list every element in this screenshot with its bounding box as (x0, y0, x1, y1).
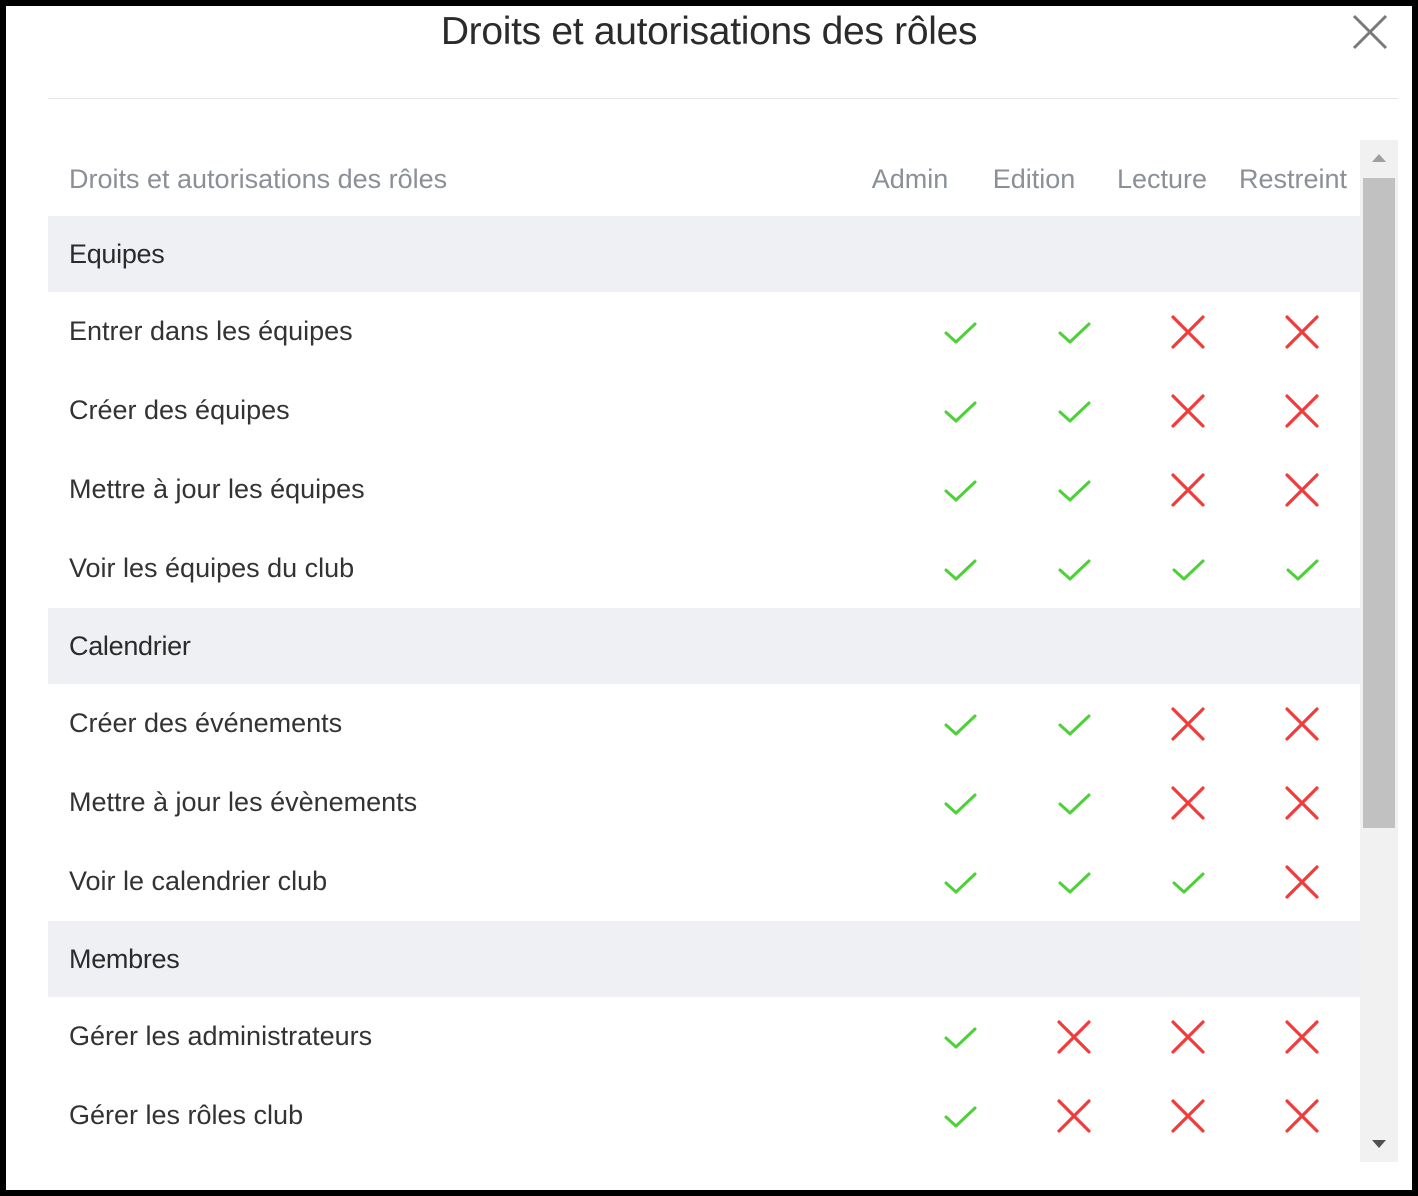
cross-icon-restreint (1282, 783, 1322, 823)
cross-icon-restreint (1282, 391, 1322, 431)
check-icon-lecture (1168, 549, 1208, 589)
section-row-equipes (48, 216, 1360, 292)
check-icon-lecture (1168, 862, 1208, 902)
permission-row (48, 371, 1360, 451)
header-divider (48, 98, 1398, 99)
check-icon-edition (1054, 312, 1094, 352)
permission-label: Créer des équipes (69, 395, 290, 425)
scroll-down-button[interactable] (1360, 1126, 1398, 1162)
permission-label: Mettre à jour les équipes (69, 474, 365, 504)
permission-label: Gérer les administrateurs (69, 1021, 373, 1051)
permission-row (48, 529, 1360, 609)
scroll-up-button[interactable] (1360, 140, 1398, 176)
check-icon-admin (940, 704, 980, 744)
role-header-lecture: Lecture (1116, 164, 1208, 194)
cross-icon-edition (1054, 1017, 1094, 1057)
section-row-calendrier (48, 608, 1360, 684)
role-header-admin: Admin (871, 164, 949, 194)
permission-label: Gérer les rôles club (69, 1100, 304, 1130)
permission-row (48, 997, 1360, 1077)
section-title: Equipes (69, 239, 165, 269)
check-icon-admin (940, 549, 980, 589)
vertical-scrollbar[interactable] (1360, 140, 1398, 1162)
role-header-edition: Edition (992, 164, 1076, 194)
permission-row (48, 842, 1360, 922)
cross-icon-lecture (1168, 783, 1208, 823)
cross-icon-restreint (1282, 470, 1322, 510)
check-icon-admin (940, 312, 980, 352)
cross-icon-lecture (1168, 704, 1208, 744)
role-header-restreint: Restreint (1238, 164, 1348, 194)
permission-row (48, 684, 1360, 764)
check-icon-admin (940, 783, 980, 823)
cross-icon-restreint (1282, 312, 1322, 352)
section-title: Membres (69, 944, 180, 974)
section-title: Calendrier (69, 631, 191, 661)
check-icon-admin (940, 391, 980, 431)
check-icon-edition (1054, 549, 1094, 589)
cross-icon-restreint (1282, 704, 1322, 744)
scrollbar-thumb[interactable] (1363, 178, 1395, 828)
column-title: Droits et autorisations des rôles (69, 164, 448, 194)
section-row-membres (48, 921, 1360, 997)
close-icon (1348, 10, 1392, 54)
permission-row (48, 292, 1360, 372)
close-button[interactable] (1348, 10, 1392, 54)
permission-label: Voir les équipes du club (69, 553, 355, 583)
permission-label: Créer des événements (69, 708, 343, 738)
cross-icon-edition (1054, 1096, 1094, 1136)
permission-row (48, 1076, 1360, 1156)
check-icon-admin (940, 470, 980, 510)
cross-icon-lecture (1168, 470, 1208, 510)
cross-icon-lecture (1168, 1096, 1208, 1136)
table-header-row (48, 140, 1360, 216)
permissions-table (48, 140, 1360, 1162)
cross-icon-lecture (1168, 1017, 1208, 1057)
check-icon-edition (1054, 391, 1094, 431)
arrow-up-icon (1360, 140, 1398, 176)
cross-icon-restreint (1282, 1096, 1322, 1136)
check-icon-restreint (1282, 549, 1322, 589)
permission-label: Entrer dans les équipes (69, 316, 353, 346)
check-icon-admin (940, 1017, 980, 1057)
check-icon-edition (1054, 470, 1094, 510)
cross-icon-restreint (1282, 1017, 1322, 1057)
check-icon-edition (1054, 704, 1094, 744)
arrow-down-icon (1360, 1126, 1398, 1162)
check-icon-admin (940, 1096, 980, 1136)
permission-label: Mettre à jour les évènements (69, 787, 418, 817)
cross-icon-lecture (1168, 312, 1208, 352)
check-icon-admin (940, 862, 980, 902)
permission-label: Voir le calendrier club (69, 866, 328, 896)
check-icon-edition (1054, 783, 1094, 823)
cross-icon-lecture (1168, 391, 1208, 431)
cross-icon-restreint (1282, 862, 1322, 902)
permission-row (48, 763, 1360, 843)
check-icon-edition (1054, 862, 1094, 902)
permission-row (48, 450, 1360, 530)
dialog-title: Droits et autorisations des rôles (440, 10, 978, 53)
